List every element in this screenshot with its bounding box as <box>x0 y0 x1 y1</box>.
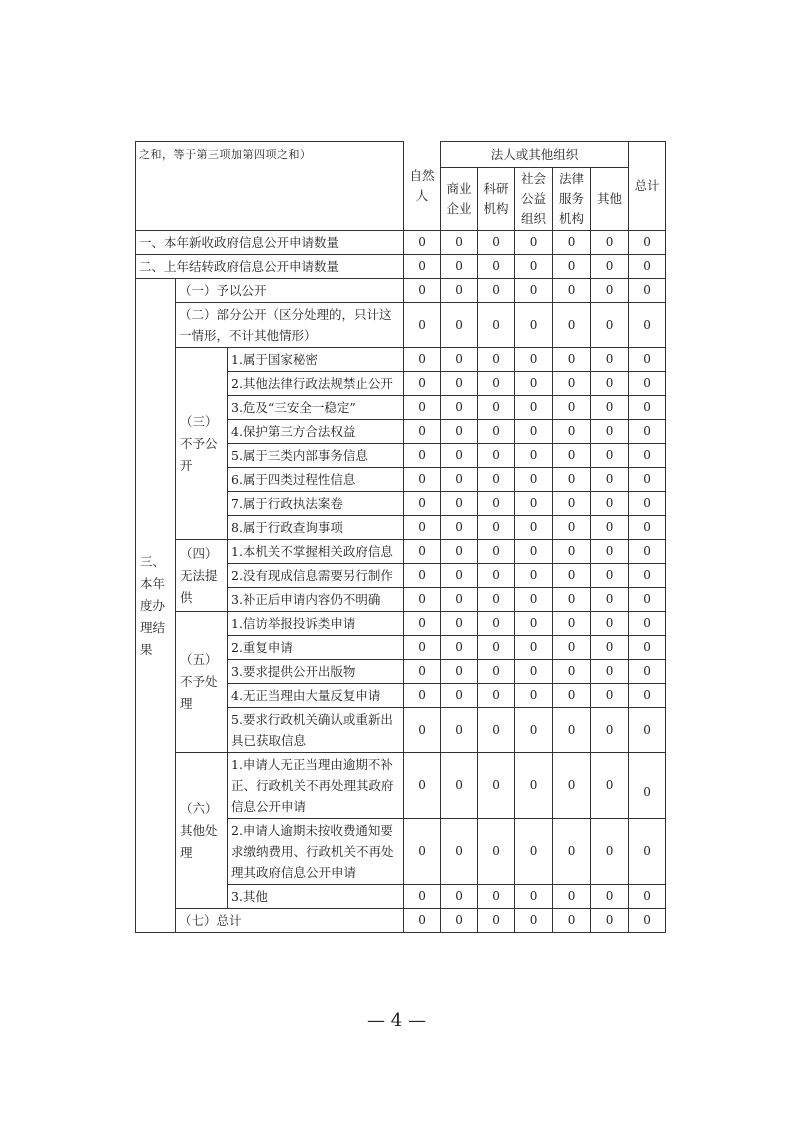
value-cell: 0 <box>478 255 515 279</box>
value-cell: 0 <box>441 231 478 255</box>
table-row <box>136 540 666 564</box>
row-label: 3.要求提供公开出版物 <box>228 660 404 684</box>
value-cell: 0 <box>441 279 478 303</box>
value-cell: 0 <box>478 348 515 372</box>
header-org-business: 商业企业 <box>441 168 478 231</box>
value-cell: 0 <box>629 303 666 348</box>
value-cell: 0 <box>404 231 441 255</box>
value-cell: 0 <box>404 372 441 396</box>
value-cell: 0 <box>591 255 629 279</box>
value-cell: 0 <box>404 684 441 708</box>
value-cell: 0 <box>441 372 478 396</box>
value-cell: 0 <box>629 468 666 492</box>
row-label: 1.本机关不掌握相关政府信息 <box>228 540 404 564</box>
value-cell: 0 <box>629 564 666 588</box>
value-cell: 0 <box>404 660 441 684</box>
value-cell: 0 <box>629 231 666 255</box>
row-label: 3.补正后申请内容仍不明确 <box>228 588 404 612</box>
value-cell: 0 <box>629 444 666 468</box>
value-cell: 0 <box>591 540 629 564</box>
value-cell: 0 <box>591 819 629 885</box>
value-cell: 0 <box>441 885 478 909</box>
row-label: 5.属于三类内部事务信息 <box>228 444 404 468</box>
table-row <box>136 612 666 636</box>
value-cell: 0 <box>515 885 553 909</box>
value-cell: 0 <box>404 279 441 303</box>
value-cell: 0 <box>441 684 478 708</box>
row-label: 3.危及“三安全一稳定” <box>228 396 404 420</box>
value-cell: 0 <box>629 420 666 444</box>
value-cell: 0 <box>591 612 629 636</box>
value-cell: 0 <box>441 612 478 636</box>
value-cell: 0 <box>515 516 553 540</box>
value-cell: 0 <box>591 396 629 420</box>
value-cell: 0 <box>404 516 441 540</box>
value-cell: 0 <box>629 492 666 516</box>
value-cell: 0 <box>591 636 629 660</box>
header-org-group: 法人或其他组织 <box>441 142 629 168</box>
value-cell: 0 <box>629 753 666 819</box>
row-label: 4.保护第三方合法权益 <box>228 420 404 444</box>
row-label: 1.申请人无正当理由逾期不补正、行政机关不再处理其政府信息公开申请 <box>228 753 404 819</box>
value-cell: 0 <box>441 588 478 612</box>
value-cell: 0 <box>478 420 515 444</box>
value-cell: 0 <box>629 660 666 684</box>
value-cell: 0 <box>591 303 629 348</box>
value-cell: 0 <box>553 372 591 396</box>
row-label: （一）予以公开 <box>176 279 404 303</box>
header-total: 总计 <box>629 142 666 231</box>
value-cell: 0 <box>404 348 441 372</box>
value-cell: 0 <box>591 708 629 753</box>
value-cell: 0 <box>591 348 629 372</box>
value-cell: 0 <box>478 588 515 612</box>
value-cell: 0 <box>591 279 629 303</box>
value-cell: 0 <box>629 396 666 420</box>
value-cell: 0 <box>478 231 515 255</box>
header-natural-person: 自然人 <box>404 142 441 231</box>
value-cell: 0 <box>441 564 478 588</box>
value-cell: 0 <box>629 588 666 612</box>
value-cell: 0 <box>441 396 478 420</box>
row-label: 2.重复申请 <box>228 636 404 660</box>
value-cell: 0 <box>591 885 629 909</box>
value-cell: 0 <box>515 612 553 636</box>
table-row <box>136 909 666 933</box>
value-cell: 0 <box>441 636 478 660</box>
value-cell: 0 <box>553 684 591 708</box>
row-label: （七）总计 <box>176 909 404 933</box>
value-cell: 0 <box>515 303 553 348</box>
value-cell: 0 <box>441 468 478 492</box>
value-cell: 0 <box>591 492 629 516</box>
value-cell: 0 <box>553 885 591 909</box>
value-cell: 0 <box>629 372 666 396</box>
value-cell: 0 <box>629 909 666 933</box>
header-org-research: 科研机构 <box>478 168 515 231</box>
value-cell: 0 <box>515 396 553 420</box>
value-cell: 0 <box>404 420 441 444</box>
value-cell: 0 <box>478 303 515 348</box>
value-cell: 0 <box>553 303 591 348</box>
page-number: — 4 — <box>367 1010 426 1031</box>
value-cell: 0 <box>478 444 515 468</box>
value-cell: 0 <box>478 492 515 516</box>
value-cell: 0 <box>441 255 478 279</box>
value-cell: 0 <box>553 636 591 660</box>
value-cell: 0 <box>629 708 666 753</box>
row-label: 6.属于四类过程性信息 <box>228 468 404 492</box>
row-label: 2.其他法律行政法规禁止公开 <box>228 372 404 396</box>
header-org-legal-service: 法律服务机构 <box>553 168 591 231</box>
value-cell: 0 <box>515 660 553 684</box>
value-cell: 0 <box>629 684 666 708</box>
value-cell: 0 <box>478 564 515 588</box>
value-cell: 0 <box>591 753 629 819</box>
value-cell: 0 <box>553 516 591 540</box>
value-cell: 0 <box>629 612 666 636</box>
value-cell: 0 <box>553 255 591 279</box>
value-cell: 0 <box>553 612 591 636</box>
value-cell: 0 <box>515 909 553 933</box>
value-cell: 0 <box>591 564 629 588</box>
value-cell: 0 <box>404 255 441 279</box>
value-cell: 0 <box>515 588 553 612</box>
row-label: 2.申请人逾期未按收费通知要求缴纳费用、行政机关不再处理其政府信息公开申请 <box>228 819 404 885</box>
value-cell: 0 <box>441 819 478 885</box>
header-left-text: 之和，等于第三项加第四项之和） <box>136 142 404 231</box>
value-cell: 0 <box>515 819 553 885</box>
value-cell: 0 <box>441 420 478 444</box>
value-cell: 0 <box>478 885 515 909</box>
value-cell: 0 <box>515 636 553 660</box>
value-cell: 0 <box>591 372 629 396</box>
value-cell: 0 <box>553 564 591 588</box>
row-label: 一、本年新收政府信息公开申请数量 <box>136 231 404 255</box>
row-label: 二、上年结转政府信息公开申请数量 <box>136 255 404 279</box>
value-cell: 0 <box>441 660 478 684</box>
value-cell: 0 <box>404 708 441 753</box>
group-label: （五）不予处理 <box>176 612 228 753</box>
value-cell: 0 <box>515 492 553 516</box>
table-row <box>136 348 666 372</box>
value-cell: 0 <box>553 348 591 372</box>
header-org-public-welfare: 社会公益组织 <box>515 168 553 231</box>
value-cell: 0 <box>629 348 666 372</box>
value-cell: 0 <box>629 636 666 660</box>
value-cell: 0 <box>591 909 629 933</box>
table-row <box>136 753 666 819</box>
row-label: 4.无正当理由大量反复申请 <box>228 684 404 708</box>
value-cell: 0 <box>441 444 478 468</box>
value-cell: 0 <box>515 708 553 753</box>
value-cell: 0 <box>515 231 553 255</box>
value-cell: 0 <box>515 372 553 396</box>
value-cell: 0 <box>553 819 591 885</box>
value-cell: 0 <box>478 279 515 303</box>
row-label: 2.没有现成信息需要另行制作 <box>228 564 404 588</box>
value-cell: 0 <box>478 612 515 636</box>
value-cell: 0 <box>404 909 441 933</box>
table-row <box>136 303 666 348</box>
value-cell: 0 <box>553 396 591 420</box>
value-cell: 0 <box>478 372 515 396</box>
value-cell: 0 <box>478 516 515 540</box>
value-cell: 0 <box>404 396 441 420</box>
value-cell: 0 <box>553 588 591 612</box>
value-cell: 0 <box>404 612 441 636</box>
value-cell: 0 <box>553 753 591 819</box>
value-cell: 0 <box>591 231 629 255</box>
value-cell: 0 <box>553 540 591 564</box>
value-cell: 0 <box>515 444 553 468</box>
value-cell: 0 <box>629 516 666 540</box>
value-cell: 0 <box>591 516 629 540</box>
value-cell: 0 <box>441 492 478 516</box>
value-cell: 0 <box>515 279 553 303</box>
value-cell: 0 <box>478 396 515 420</box>
value-cell: 0 <box>553 909 591 933</box>
value-cell: 0 <box>404 492 441 516</box>
value-cell: 0 <box>515 420 553 444</box>
value-cell: 0 <box>478 660 515 684</box>
table-row <box>136 255 666 279</box>
information-disclosure-table <box>135 141 666 933</box>
value-cell: 0 <box>629 819 666 885</box>
value-cell: 0 <box>441 909 478 933</box>
value-cell: 0 <box>515 684 553 708</box>
group-label: （四）无法提供 <box>176 540 228 612</box>
value-cell: 0 <box>515 348 553 372</box>
row-label: （二）部分公开（区分处理的，只计这一情形，不计其他情形） <box>176 303 404 348</box>
value-cell: 0 <box>553 492 591 516</box>
value-cell: 0 <box>553 231 591 255</box>
value-cell: 0 <box>404 636 441 660</box>
row-label: 5.要求行政机关确认或重新出具已获取信息 <box>228 708 404 753</box>
row-label: 8.属于行政查询事项 <box>228 516 404 540</box>
value-cell: 0 <box>591 660 629 684</box>
value-cell: 0 <box>441 708 478 753</box>
value-cell: 0 <box>404 819 441 885</box>
group-label: （六）其他处理 <box>176 753 228 909</box>
row-label: 1.属于国家秘密 <box>228 348 404 372</box>
value-cell: 0 <box>404 444 441 468</box>
value-cell: 0 <box>404 564 441 588</box>
value-cell: 0 <box>478 708 515 753</box>
value-cell: 0 <box>515 468 553 492</box>
value-cell: 0 <box>591 420 629 444</box>
value-cell: 0 <box>591 684 629 708</box>
value-cell: 0 <box>404 753 441 819</box>
section-label: 三、本年度办理结果 <box>136 279 176 933</box>
value-cell: 0 <box>515 255 553 279</box>
value-cell: 0 <box>591 444 629 468</box>
value-cell: 0 <box>478 468 515 492</box>
value-cell: 0 <box>591 468 629 492</box>
table-row <box>136 279 666 303</box>
value-cell: 0 <box>629 255 666 279</box>
value-cell: 0 <box>553 420 591 444</box>
group-label: （三）不予公开 <box>176 348 228 540</box>
row-label: 3.其他 <box>228 885 404 909</box>
value-cell: 0 <box>629 885 666 909</box>
value-cell: 0 <box>629 279 666 303</box>
value-cell: 0 <box>404 588 441 612</box>
value-cell: 0 <box>478 540 515 564</box>
row-label: 1.信访举报投诉类申请 <box>228 612 404 636</box>
value-cell: 0 <box>441 303 478 348</box>
value-cell: 0 <box>404 303 441 348</box>
value-cell: 0 <box>629 540 666 564</box>
value-cell: 0 <box>478 909 515 933</box>
value-cell: 0 <box>515 564 553 588</box>
value-cell: 0 <box>441 516 478 540</box>
value-cell: 0 <box>553 468 591 492</box>
value-cell: 0 <box>591 588 629 612</box>
value-cell: 0 <box>404 540 441 564</box>
row-label: 7.属于行政执法案卷 <box>228 492 404 516</box>
value-cell: 0 <box>478 684 515 708</box>
value-cell: 0 <box>441 348 478 372</box>
table-row <box>136 231 666 255</box>
value-cell: 0 <box>404 468 441 492</box>
value-cell: 0 <box>553 660 591 684</box>
value-cell: 0 <box>553 444 591 468</box>
value-cell: 0 <box>478 636 515 660</box>
value-cell: 0 <box>478 819 515 885</box>
value-cell: 0 <box>441 540 478 564</box>
value-cell: 0 <box>553 708 591 753</box>
value-cell: 0 <box>515 753 553 819</box>
value-cell: 0 <box>515 540 553 564</box>
header-org-other: 其他 <box>591 168 629 231</box>
value-cell: 0 <box>553 279 591 303</box>
value-cell: 0 <box>441 753 478 819</box>
value-cell: 0 <box>478 753 515 819</box>
value-cell: 0 <box>404 885 441 909</box>
